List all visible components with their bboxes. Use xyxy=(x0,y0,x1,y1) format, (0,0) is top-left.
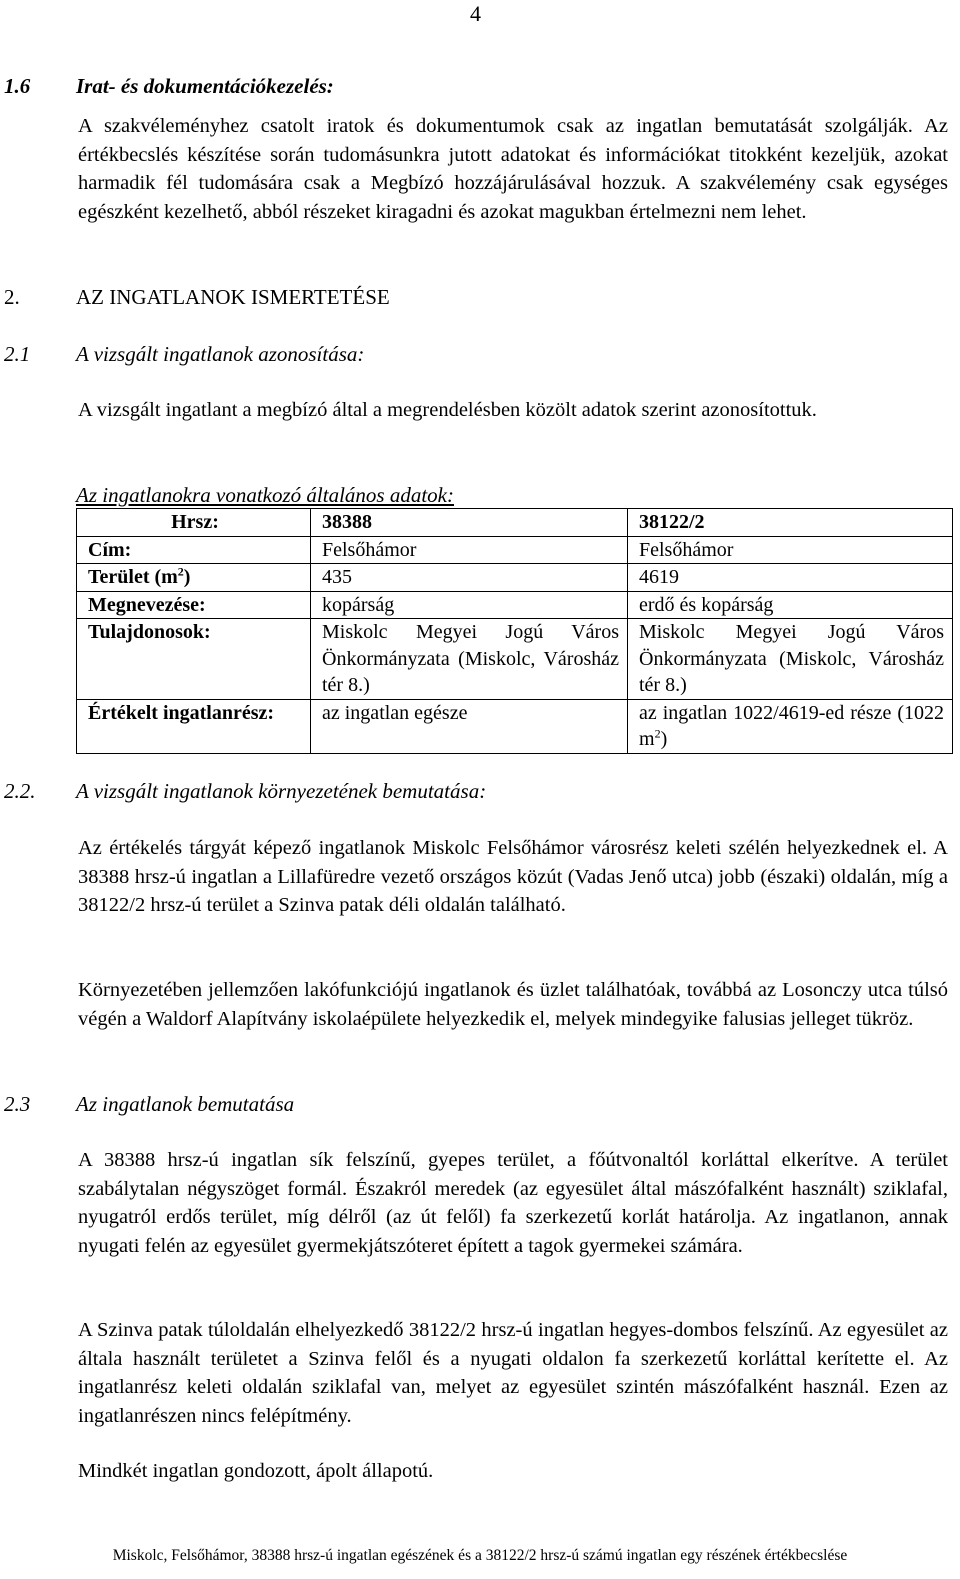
section-number: 2. xyxy=(4,285,20,309)
row-col2: Miskolc Megyei Jogú Város Önkormányzata (Miskolc, Városház tér 8.) xyxy=(628,619,953,700)
row-label: Megnevezése: xyxy=(77,591,311,619)
row-col2 xyxy=(628,699,953,753)
value-superscript: 2 xyxy=(654,726,661,741)
section-title: AZ INGATLANOK ISMERTETÉSE xyxy=(76,285,390,309)
label-end: ) xyxy=(183,566,191,588)
document-handling-paragraph: A szakvéleményhez csatolt iratok és dokumentumok csak az ingatlan bemutatását szolgálják. Az értékbecslés készítése során tudomásunkra jutott adatokat és információkat titokként kezeljük, azokat harmadik fél tudomására csak a Megbízó hozzájárulásával hozzuk. A szakvélemény csak egységes egészként kezelhető, abból részeket kiragadni és azokat magukban értelmezni nem lehet. xyxy=(78,115,948,223)
header-col1: 38388 xyxy=(311,509,628,537)
row-col2: erdő és kopárság xyxy=(628,591,953,619)
row-col2: 4619 xyxy=(628,564,953,592)
property-description-paragraph: A Szinva patak túloldalán elhelyezkedő 38122/2 hrsz-ú ingatlan hegyes-dombos felszínű. Az egyesület az általa használt területet a Szinva felől és a nyugati oldalon fa szerkezetű korláttal kerítette el. Az ingatlanrész keleti oldalán sziklafal van, melyet az egyesület szintén mászófalként használ. Ezen az ingatlanrészen nincs felépítmény. xyxy=(78,1319,948,1427)
surroundings-paragraph: Az értékelés tárgyát képező ingatlanok Miskolc Felsőhámor városrész keleti szélén helyezkednek el. A 38388 hrsz-ú ingatlan a Lillafüredre vezető országos közút (Vadas Jenő utca) jobb (északi) oldalán, míg a 38122/2 hrsz-ú terület a Szinva patak déli oldalán található. xyxy=(78,837,948,916)
row-label: Tulajdonosok: xyxy=(77,619,311,700)
row-col1: 435 xyxy=(311,564,628,592)
row-label xyxy=(77,564,311,592)
row-col2: Felsőhámor xyxy=(628,536,953,564)
label-text: Terület (m xyxy=(88,566,178,588)
page-number: 4 xyxy=(470,1,481,26)
section-title: A vizsgált ingatlanok azonosítása: xyxy=(76,342,365,366)
section-number: 2.1 xyxy=(4,342,31,366)
row-col1: az ingatlan egésze xyxy=(311,699,628,753)
table-row xyxy=(77,619,953,700)
section-title: A vizsgált ingatlanok környezetének bemutatása: xyxy=(76,779,487,803)
value-end: ) xyxy=(660,728,668,750)
row-col1: Felsőhámor xyxy=(311,536,628,564)
row-label: Cím: xyxy=(77,536,311,564)
table-row xyxy=(77,564,953,592)
condition-paragraph: Mindkét ingatlan gondozott, ápolt állapotú. xyxy=(78,1460,434,1482)
property-data-table xyxy=(76,508,953,754)
table-row xyxy=(77,591,953,619)
section-number: 2.2. xyxy=(4,779,36,803)
section-number: 1.6 xyxy=(4,74,31,98)
value-text: az ingatlan 1022/4619-ed része (1022 m xyxy=(639,701,944,750)
section-title: Az ingatlanok bemutatása xyxy=(76,1092,295,1116)
table-row xyxy=(77,699,953,753)
table-header-row xyxy=(77,509,953,537)
header-col2: 38122/2 xyxy=(628,509,953,537)
surroundings-paragraph: Környezetében jellemzően lakófunkciójú ingatlanok és üzlet találhatóak, továbbá az Losonczy utca túlsó végén a Waldorf Alapítvány iskolaépülete helyezkedik el, melyek mindegyike falusias jelleget tükröz. xyxy=(78,979,948,1030)
section-title: Irat- és dokumentációkezelés: xyxy=(76,74,334,98)
row-label: Értékelt ingatlanrész: xyxy=(77,699,311,753)
table-caption: Az ingatlanokra vonatkozó általános adatok: xyxy=(76,483,454,507)
property-description-paragraph: A 38388 hrsz-ú ingatlan sík felszínű, gyepes terület, a főútvonaltól korláttal elkerítve. A terület szabálytalan négyszöget formál. Északról meredek (az egyesület által mászófalként használt) sziklafal, nyugatról erdős terület, míg délről (az út felől) fa szerkezetű korlát határolja. Az ingatlanon, annak nyugati felén az egyesület gyermekjátszóteret épített a tagok gyermekei számára. xyxy=(78,1149,948,1257)
row-col1: kopárság xyxy=(311,591,628,619)
page-footer: Miskolc, Felsőhámor, 38388 hrsz-ú ingatlan egészének és a 38122/2 hrsz-ú számú ingatlan egy részének értékbecslése xyxy=(112,1547,848,1564)
table-row xyxy=(77,536,953,564)
identification-paragraph: A vizsgált ingatlant a megbízó által a megrendelésben közölt adatok szerint azonosítottuk. xyxy=(78,399,817,421)
row-col1: Miskolc Megyei Jogú Város Önkormányzata (Miskolc, Városház tér 8.) xyxy=(311,619,628,700)
label-superscript: 2 xyxy=(177,564,184,579)
header-label: Hrsz: xyxy=(77,509,311,537)
section-number: 2.3 xyxy=(4,1092,31,1116)
